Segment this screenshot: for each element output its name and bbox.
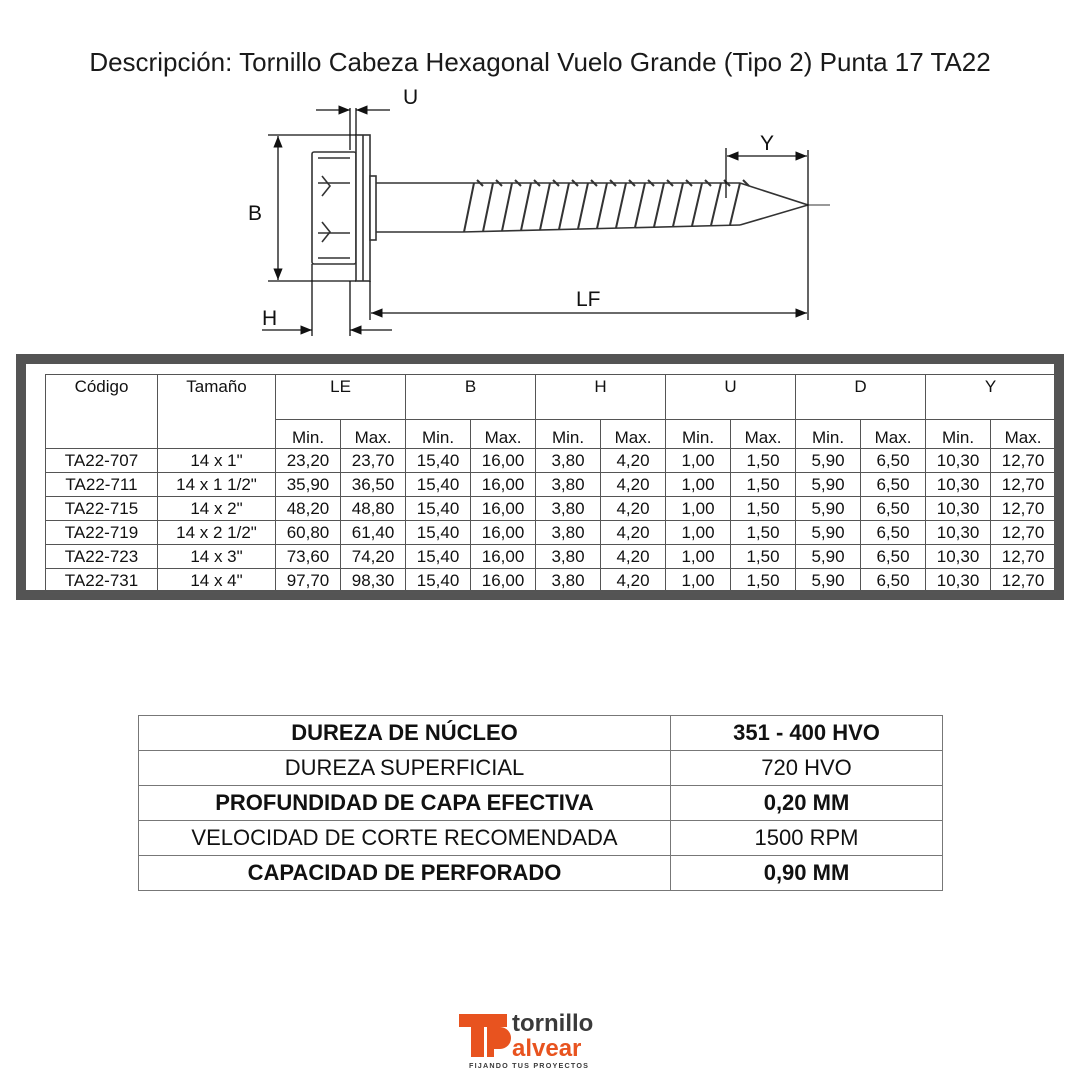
value-cell: 23,70: [341, 449, 406, 473]
value-cell: 61,40: [341, 521, 406, 545]
code-cell: TA22-711: [46, 473, 158, 497]
value-cell: 10,30: [926, 521, 991, 545]
header-u: U: [666, 375, 796, 420]
value-cell: 98,30: [341, 569, 406, 593]
thread-line: [654, 183, 664, 227]
thread-line: [673, 183, 683, 227]
value-cell: 1,50: [731, 545, 796, 569]
thread-line: [730, 183, 740, 225]
property-row: [139, 751, 943, 786]
value-cell: 3,80: [536, 497, 601, 521]
dimension-u-label: U: [403, 86, 419, 109]
logo-brand-top: tornillo: [512, 1010, 594, 1037]
value-cell: 60,80: [276, 521, 341, 545]
dimension-y-label: Y: [760, 132, 775, 155]
value-cell: 3,80: [536, 545, 601, 569]
property-row: [139, 821, 943, 856]
value-cell: 1,50: [731, 449, 796, 473]
value-cell: 15,40: [406, 521, 471, 545]
screw-threads: [464, 180, 749, 232]
value-cell: 5,90: [796, 473, 861, 497]
min-header: Min.: [926, 420, 991, 449]
value-cell: 10,30: [926, 473, 991, 497]
value-cell: 10,30: [926, 569, 991, 593]
max-header: Max.: [601, 420, 666, 449]
property-label: DUREZA DE NÚCLEO: [139, 716, 671, 751]
max-header: Max.: [861, 420, 926, 449]
value-cell: 16,00: [471, 545, 536, 569]
screw-technical-drawing: [240, 82, 840, 352]
value-cell: 6,50: [861, 521, 926, 545]
value-cell: 1,00: [666, 449, 731, 473]
value-cell: 6,50: [861, 473, 926, 497]
min-header: Min.: [666, 420, 731, 449]
value-cell: 1,00: [666, 545, 731, 569]
brand-logo: [455, 1006, 630, 1072]
property-row: [139, 716, 943, 751]
property-label: VELOCIDAD DE CORTE RECOMENDADA: [139, 821, 671, 856]
page-title: Descripción: Tornillo Cabeza Hexagonal Vuelo Grande (Tipo 2) Punta 17 TA22: [89, 47, 991, 77]
value-cell: 16,00: [471, 449, 536, 473]
value-cell: 1,00: [666, 497, 731, 521]
value-cell: 12,70: [991, 497, 1056, 521]
header-codigo: Código: [46, 375, 158, 449]
value-cell: 3,80: [536, 473, 601, 497]
thread-line: [692, 183, 702, 226]
value-cell: 4,20: [601, 497, 666, 521]
screw-shank: [376, 183, 830, 232]
value-cell: 3,80: [536, 569, 601, 593]
value-cell: 6,50: [861, 545, 926, 569]
dimensions-table: [45, 374, 1056, 593]
dimension-lf-label: LF: [576, 288, 601, 311]
value-cell: 3,80: [536, 449, 601, 473]
value-cell: 23,20: [276, 449, 341, 473]
code-cell: TA22-723: [46, 545, 158, 569]
property-label: DUREZA SUPERFICIAL: [139, 751, 671, 786]
value-cell: 15,40: [406, 569, 471, 593]
value-cell: 36,50: [341, 473, 406, 497]
min-header: Min.: [276, 420, 341, 449]
value-cell: 1,50: [731, 569, 796, 593]
property-value: 720 HVO: [671, 751, 943, 786]
value-cell: 12,70: [991, 449, 1056, 473]
value-cell: 6,50: [861, 497, 926, 521]
table-row: [46, 521, 1056, 545]
min-header: Min.: [796, 420, 861, 449]
value-cell: 3,80: [536, 521, 601, 545]
code-cell: TA22-707: [46, 449, 158, 473]
property-value: 351 - 400 HVO: [671, 716, 943, 751]
max-header: Max.: [471, 420, 536, 449]
property-label: PROFUNDIDAD DE CAPA EFECTIVA: [139, 786, 671, 821]
thread-line: [483, 183, 493, 232]
size-cell: 14 x 3": [158, 545, 276, 569]
max-header: Max.: [991, 420, 1056, 449]
value-cell: 16,00: [471, 521, 536, 545]
value-cell: 6,50: [861, 449, 926, 473]
thread-line: [559, 183, 569, 230]
size-cell: 14 x 2 1/2": [158, 521, 276, 545]
logo-tagline: FIJANDO TUS PROYECTOS: [469, 1061, 590, 1070]
thread-line: [597, 183, 607, 229]
table-row: [46, 545, 1056, 569]
value-cell: 10,30: [926, 449, 991, 473]
header-y: Y: [926, 375, 1056, 420]
value-cell: 5,90: [796, 449, 861, 473]
value-cell: 4,20: [601, 569, 666, 593]
value-cell: 48,80: [341, 497, 406, 521]
value-cell: 12,70: [991, 521, 1056, 545]
value-cell: 10,30: [926, 497, 991, 521]
max-header: Max.: [341, 420, 406, 449]
value-cell: 4,20: [601, 473, 666, 497]
size-cell: 14 x 2": [158, 497, 276, 521]
min-header: Min.: [406, 420, 471, 449]
value-cell: 5,90: [796, 569, 861, 593]
value-cell: 1,00: [666, 569, 731, 593]
value-cell: 10,30: [926, 545, 991, 569]
value-cell: 1,50: [731, 497, 796, 521]
value-cell: 12,70: [991, 545, 1056, 569]
size-cell: 14 x 1 1/2": [158, 473, 276, 497]
header-b: B: [406, 375, 536, 420]
value-cell: 1,50: [731, 473, 796, 497]
table-row: [46, 569, 1056, 593]
property-row: [139, 856, 943, 891]
header-d: D: [796, 375, 926, 420]
value-cell: 4,20: [601, 545, 666, 569]
spec-table-frame: [16, 354, 1064, 600]
value-cell: 5,90: [796, 545, 861, 569]
value-cell: 12,70: [991, 473, 1056, 497]
property-value: 1500 RPM: [671, 821, 943, 856]
value-cell: 15,40: [406, 497, 471, 521]
logo-mark-icon: [459, 1014, 511, 1057]
value-cell: 5,90: [796, 497, 861, 521]
property-value: 0,20 MM: [671, 786, 943, 821]
value-cell: 15,40: [406, 545, 471, 569]
thread-line: [502, 183, 512, 231]
size-cell: 14 x 1": [158, 449, 276, 473]
property-value: 0,90 MM: [671, 856, 943, 891]
property-row: [139, 786, 943, 821]
min-header: Min.: [536, 420, 601, 449]
property-label: CAPACIDAD DE PERFORADO: [139, 856, 671, 891]
value-cell: 1,50: [731, 521, 796, 545]
value-cell: 48,20: [276, 497, 341, 521]
value-cell: 16,00: [471, 473, 536, 497]
thread-line: [521, 183, 531, 231]
table-row: [46, 497, 1056, 521]
header-h: H: [536, 375, 666, 420]
value-cell: 1,00: [666, 473, 731, 497]
max-header: Max.: [731, 420, 796, 449]
value-cell: 73,60: [276, 545, 341, 569]
value-cell: 15,40: [406, 473, 471, 497]
thread-line: [464, 183, 474, 232]
thread-line: [578, 183, 588, 229]
dimension-b-label: B: [248, 202, 263, 225]
value-cell: 1,00: [666, 521, 731, 545]
value-cell: 97,70: [276, 569, 341, 593]
value-cell: 4,20: [601, 521, 666, 545]
value-cell: 16,00: [471, 497, 536, 521]
value-cell: 16,00: [471, 569, 536, 593]
screw-head: [312, 135, 376, 281]
value-cell: 6,50: [861, 569, 926, 593]
code-cell: TA22-719: [46, 521, 158, 545]
value-cell: 74,20: [341, 545, 406, 569]
value-cell: 15,40: [406, 449, 471, 473]
header-le: LE: [276, 375, 406, 420]
value-cell: 5,90: [796, 521, 861, 545]
thread-line: [616, 183, 626, 228]
value-cell: 4,20: [601, 449, 666, 473]
logo-brand-bottom: alvear: [512, 1035, 582, 1062]
thread-line: [540, 183, 550, 230]
value-cell: 35,90: [276, 473, 341, 497]
code-cell: TA22-715: [46, 497, 158, 521]
table-row: [46, 473, 1056, 497]
size-cell: 14 x 4": [158, 569, 276, 593]
thread-line: [711, 183, 721, 226]
dimension-u: [316, 108, 390, 150]
dimension-h-label: H: [262, 307, 278, 330]
dimension-h: [262, 264, 392, 336]
thread-line: [635, 183, 645, 228]
properties-table: [138, 715, 943, 891]
table-row: [46, 449, 1056, 473]
header-tamano: Tamaño: [158, 375, 276, 449]
value-cell: 12,70: [991, 569, 1056, 593]
code-cell: TA22-731: [46, 569, 158, 593]
